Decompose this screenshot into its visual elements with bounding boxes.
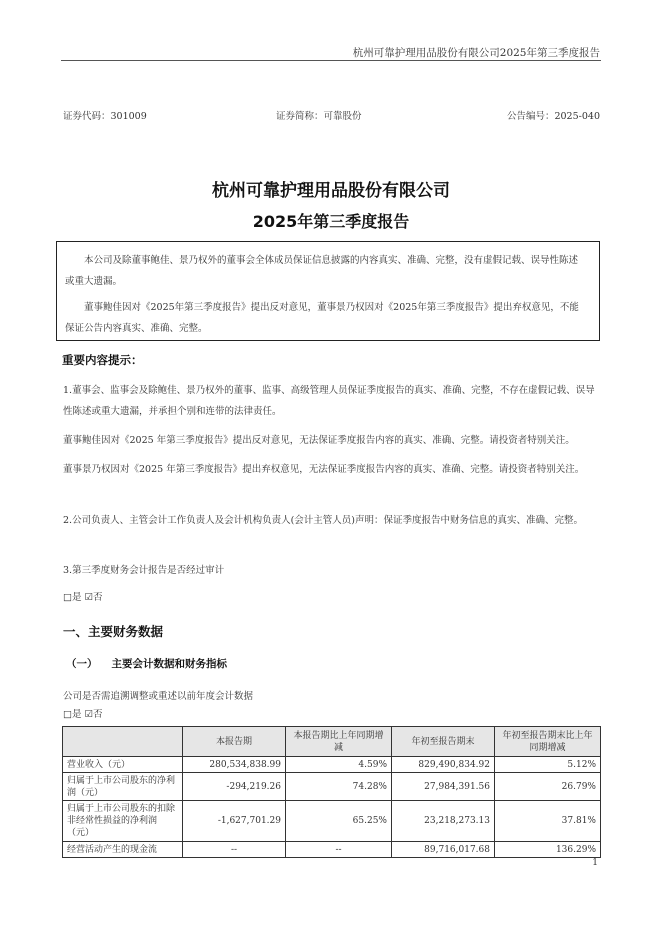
running-header: 杭州可靠护理用品股份有限公司2025年第三季度报告 [352, 47, 600, 59]
cell-current-change: 4.59% [286, 757, 392, 773]
cell-ytd: 89,716,017.68 [392, 842, 495, 858]
cell-current: -- [183, 842, 286, 858]
restate-checkbox: □是 ☑否 [63, 709, 103, 720]
cell-current: -1,627,701.29 [183, 801, 286, 842]
disclaimer-box [56, 241, 600, 341]
financial-data-table [62, 726, 601, 858]
cell-ytd: 23,218,273.13 [392, 801, 495, 842]
table-header-row [63, 727, 601, 757]
row-label: 经营活动产生的现金流 [63, 842, 183, 858]
cell-ytd-change: 136.29% [495, 842, 601, 858]
key-tip-1b: 董事景乃权因对《2025 年第三季度报告》提出弃权意见，无法保证季度报告内容的真实、准确、完整。请投资者特别关注。 [63, 464, 585, 475]
report-title: 2025年第三季度报告 [252, 212, 410, 231]
table-header-cell: 本报告期 [183, 727, 286, 757]
subsection-title: 主要会计数据和财务指标 [111, 658, 227, 670]
table-header-cell: 年初至报告期末比上年同期增减 [495, 727, 601, 757]
key-tip-1a: 董事鲍佳因对《2025 年第三季度报告》提出反对意见，无法保证季度报告内容的真实、准确、完整。请投资者特别关注。 [63, 435, 575, 446]
stock-name: 证券简称：可靠股份 [276, 111, 362, 122]
cell-ytd: 829,490,834.92 [392, 757, 495, 773]
table-header-cell: 本报告期比上年同期增减 [286, 727, 392, 757]
table-header-cell: 年初至报告期末 [392, 727, 495, 757]
key-tips-heading: 重要内容提示： [62, 353, 143, 367]
subsection-number: （一） [66, 658, 98, 670]
table-row [63, 773, 601, 801]
header-divider [61, 60, 601, 61]
company-title: 杭州可靠护理用品股份有限公司 [212, 181, 450, 201]
cell-ytd-change: 5.12% [495, 757, 601, 773]
disclaimer-paragraph-1: 本公司及除董事鲍佳、景乃权外的董事会全体成员保证信息披露的内容真实、准确、完整，没有虚假记载、误导性陈述或重大遗漏。 [65, 255, 579, 287]
cell-current-change: 65.25% [286, 801, 392, 842]
cell-current-change: -- [286, 842, 392, 858]
notice-number: 公告编号：2025-040 [506, 111, 600, 122]
row-label: 归属于上市公司股东的净利润（元） [63, 773, 183, 801]
cell-current: -294,219.26 [183, 773, 286, 801]
stock-code: 证券代码：301009 [63, 111, 147, 122]
cell-current-change: 74.28% [286, 773, 392, 801]
disclaimer-paragraph-2: 董事鲍佳因对《2025年第三季度报告》提出反对意见，董事景乃权因对《2025年第三季度报告》提出弃权意见，不能保证公告内容真实、准确、完整。 [65, 302, 579, 334]
table-row [63, 801, 601, 842]
row-label: 营业收入（元） [63, 757, 183, 773]
page-number: 1 [592, 858, 598, 868]
restate-question: 公司是否需追溯调整或重述以前年度会计数据 [63, 691, 254, 702]
table-row [63, 757, 601, 773]
row-label: 归属于上市公司股东的扣除非经常性损益的净利润（元） [63, 801, 183, 842]
key-tip-1: 1.董事会、监事会及除鲍佳、景乃权外的董事、监事、高级管理人员保证季度报告的真实、准确、完整，不存在虚假记载、误导性陈述或重大遗漏，并承担个别和连带的法律责任。 [63, 385, 595, 417]
cell-ytd-change: 26.79% [495, 773, 601, 801]
subsection-heading [66, 656, 227, 671]
table-header-cell [63, 727, 183, 757]
key-tip-2: 2.公司负责人、主管会计工作负责人及会计机构负责人(会计主管人员)声明：保证季度报告中财务信息的真实、准确、完整。 [63, 515, 583, 526]
audit-checkbox: □是 ☑否 [63, 592, 103, 603]
section-heading: 一、主要财务数据 [63, 624, 164, 639]
key-tip-3: 3.第三季度财务会计报告是否经过审计 [63, 565, 225, 576]
table-row [63, 842, 601, 858]
cell-ytd-change: 37.81% [495, 801, 601, 842]
cell-ytd: 27,984,391.56 [392, 773, 495, 801]
cell-current: 280,534,838.99 [183, 757, 286, 773]
